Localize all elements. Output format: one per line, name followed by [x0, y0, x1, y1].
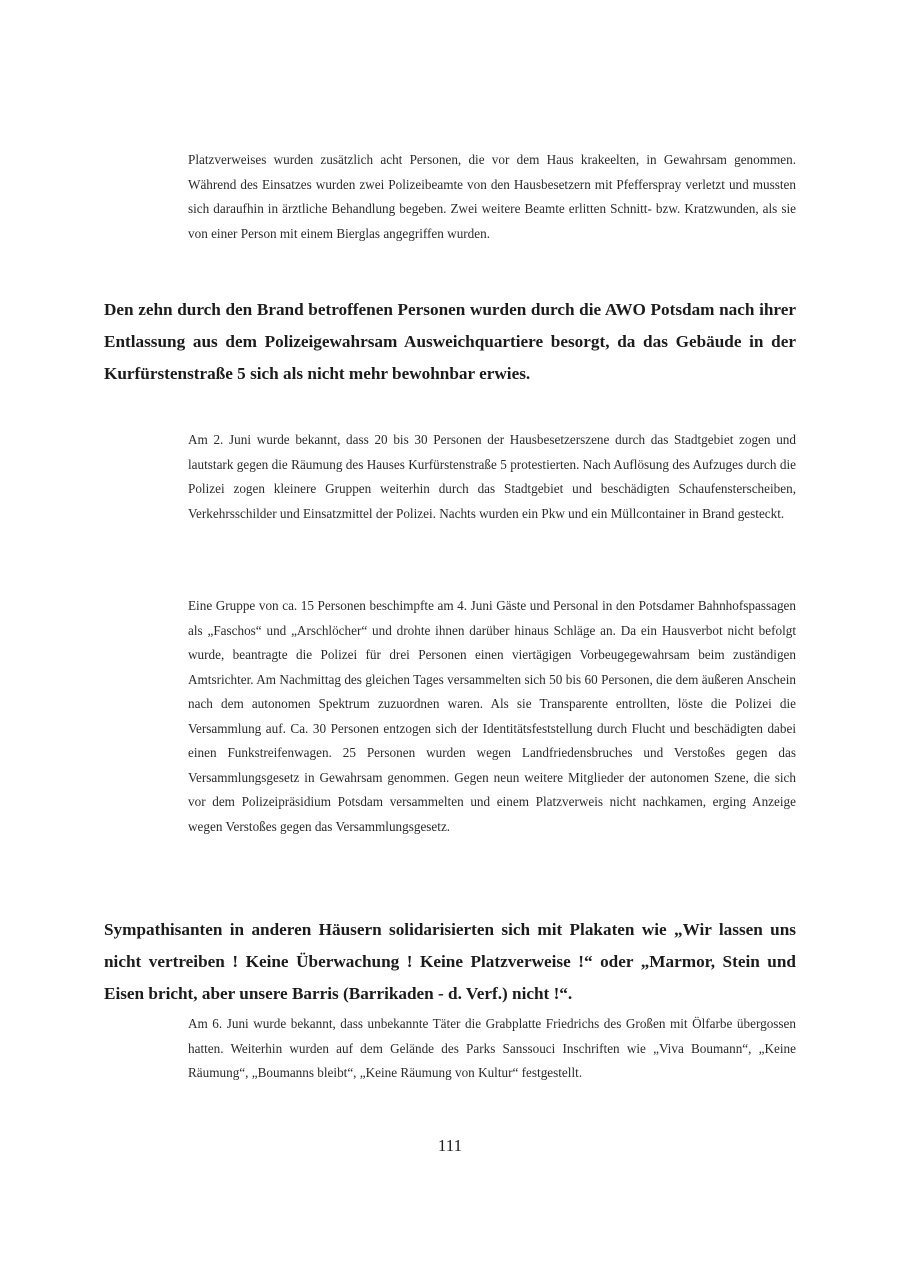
paragraph-june-4-incident: Eine Gruppe von ca. 15 Personen beschimpfte am 4. Juni Gäste und Personal in den Potsdamer Bahnhofspassagen als „Faschos“ und „Arschlöcher“ und drohte ihnen darüber hinaus Schläge an. Da ein Hausverbot nicht befolgt wurde, beantragte die Polizei für drei Personen einen viertägigen Vorbeugegewahrsam beim zuständigen Amtsrichter. Am Nachmittag des gleichen Tages versammelten sich 50 bis 60 Personen, die dem äußeren Anschein nach dem autonomen Spektrum zuzuordnen waren. Als sie Transparente entrollten, löste die Polizei die Versammlung auf. Ca. 30 Personen entzogen sich der Identitätsfeststellung durch Flucht und beschädigten dabei einen Funkstreifenwagen. 25 Personen wurden wegen Landfriedensbruches und Verstoßes gegen das Versammlungsgesetz in Gewahrsam genommen. Gegen neun weitere Mitglieder der autonomen Szene, die sich vor dem Polizeipräsidium Potsdam versammelten und einem Platzverweis nicht nachkamen, erging Anzeige wegen Verstoßes gegen das Versammlungsgesetz. [188, 598, 796, 834]
page-number: 111 [437, 1136, 463, 1155]
paragraph-sympathisers: Sympathisanten in anderen Häusern solidarisierten sich mit Plakaten wie „Wir lassen uns nicht vertreiben ! Keine Überwachung ! Keine Platzverweise !“ oder „Marmor, Stein und Eisen bricht, aber unsere Barris (Barrikaden - d. Verf.) nicht !“. [104, 920, 796, 1003]
paragraph-june-2-protest: Am 2. Juni wurde bekannt, dass 20 bis 30 Personen der Hausbesetzerszene durch das Stadtgebiet zogen und lautstark gegen die Räumung des Hauses Kurfürstenstraße 5 protestierten. Nach Auflösung des Aufzuges durch die Polizei zogen kleinere Gruppen weiterhin durch das Stadtgebiet und beschädigten Schaufensterscheiben, Verkehrsschilder und Einsatzmittel der Polizei. Nachts wurden ein Pkw und ein Müllcontainer in Brand gesteckt. [188, 432, 796, 521]
paragraph-june-6-vandalism: Am 6. Juni wurde bekannt, dass unbekannte Täter die Grabplatte Friedrichs des Großen mit Ölfarbe übergossen hatten. Weiterhin wurden auf dem Gelände des Parks Sanssouci Inschriften wie „Viva Boumann“, „Keine Räumung“, „Boumanns bleibt“, „Keine Räumung von Kultur“ festgestellt. [188, 1016, 796, 1080]
paragraph-arrests: Platzverweises wurden zusätzlich acht Personen, die vor dem Haus krakeelten, in Gewahrsam genommen. Während des Einsatzes wurden zwei Polizeibeamte von den Hausbesetzern mit Pfefferspray verletzt und mussten sich daraufhin in ärztliche Behandlung begeben. Zwei weitere Beamte erlitten Schnitt- bzw. Kratzwunden, als sie von einer Person mit einem Bierglas angegriffen wurden. [188, 152, 796, 241]
paragraph-awo-housing: Den zehn durch den Brand betroffenen Personen wurden durch die AWO Potsdam nach ihrer Entlassung aus dem Polizeigewahrsam Ausweichquartiere besorgt, da das Gebäude in der Kurfürstenstraße 5 sich als nicht mehr bewohnbar erwies. [104, 300, 796, 383]
